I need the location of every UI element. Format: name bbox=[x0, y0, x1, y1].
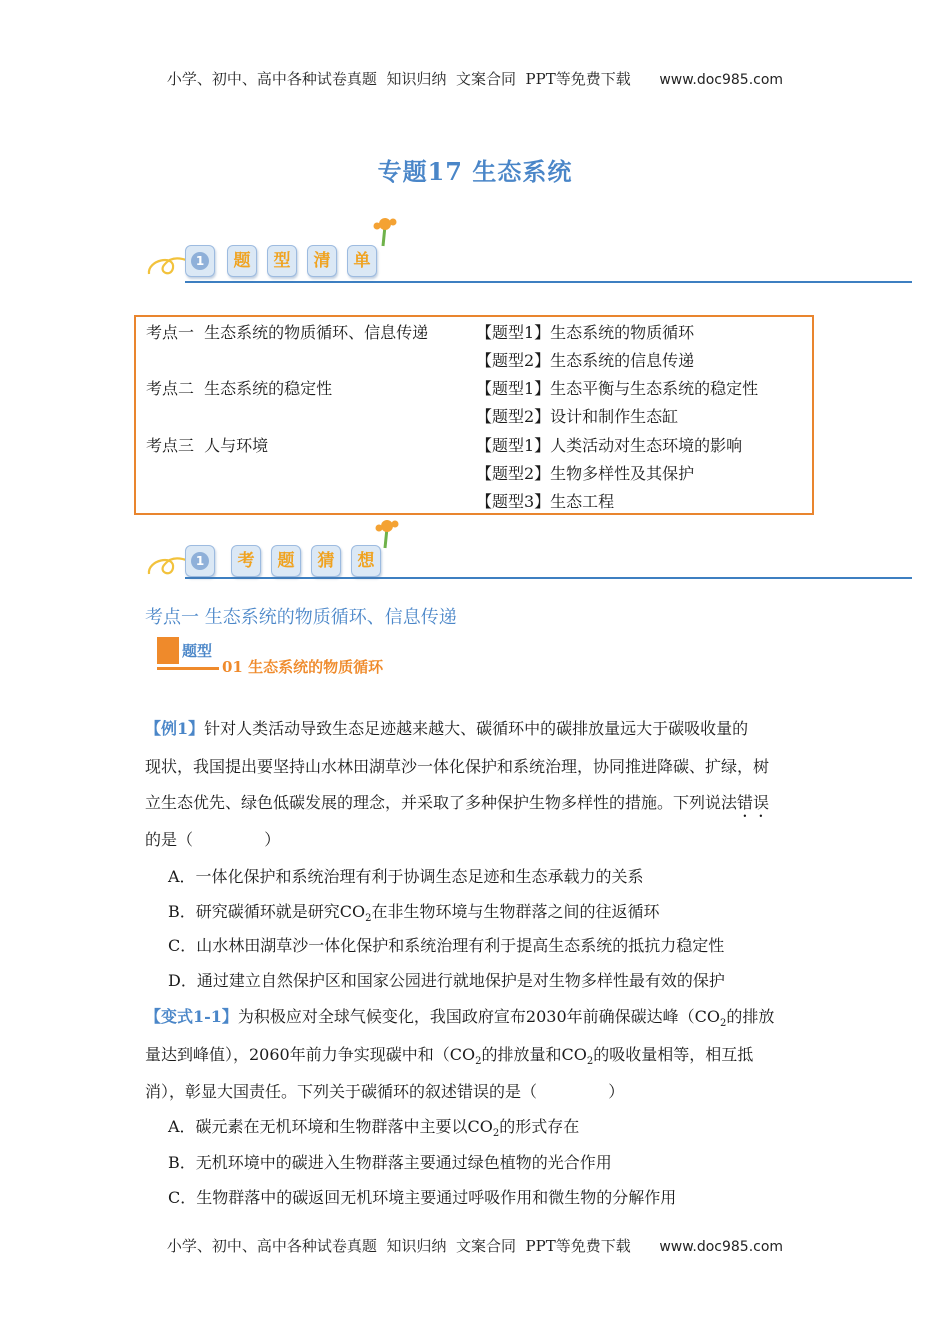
banner-char-chip: 型 bbox=[267, 245, 297, 277]
banner-number-chip: 1 bbox=[185, 545, 215, 577]
example-1-option-b: B．研究碳循环就是研究$CO_2$在非生物环境与生物群落之间的往返循环 bbox=[168, 902, 660, 925]
page-footer bbox=[0, 1235, 950, 1256]
tixing-3-2: 【题型2】生物多样性及其保护 bbox=[476, 464, 695, 483]
kaodian-1: 考点一 生态系统的物质循环、信息传递 bbox=[146, 323, 429, 342]
variant-1-1-option-b: B．无机环境中的碳进入生物群落主要通过绿色植物的光合作用 bbox=[168, 1153, 612, 1172]
footer-text: 小学、初中、高中各种试卷真题 知识归纳 文案合同 PPT等免费下载 bbox=[166, 1237, 631, 1255]
tixing-1-1: 【题型1】生态系统的物质循环 bbox=[476, 323, 695, 342]
variant-1-1-option-a: A．碳元素在无机环境和生物群落中主要以$CO_2$的形式存在 bbox=[168, 1117, 580, 1140]
variant-tag: 【变式1-1】 bbox=[145, 1007, 238, 1026]
banner-char-chip: 清 bbox=[307, 245, 337, 277]
example-1-line-2: 现状，我国提出要坚持山水林田湖草沙一体化保护和系统治理，协同推进降碳、扩绿，树 bbox=[145, 757, 770, 776]
tixing-1-2: 【题型2】生态系统的信息传递 bbox=[476, 351, 695, 370]
tixing-2-2: 【题型2】设计和制作生态缸 bbox=[476, 407, 679, 426]
pencil-flower-icon bbox=[371, 212, 401, 252]
section-heading: 考点一 生态系统的物质循环、信息传递 bbox=[145, 607, 457, 628]
banner-char-chip: 题 bbox=[271, 545, 301, 577]
variant-1-1-option-c: C．生物群落中的碳返回无机环境主要通过呼吸作用和微生物的分解作用 bbox=[168, 1188, 677, 1207]
tixing-underline bbox=[157, 667, 219, 670]
banner-char-chip: 猜 bbox=[311, 545, 341, 577]
banner-tixing-qingdan bbox=[145, 212, 915, 282]
example-1-line-3: 立生态优先、绿色低碳发展的理念，并采取了多种保护生物多样性的措施。下列说法错误 bbox=[145, 793, 770, 812]
variant-1-1-line-3: 消），彰显大国责任。下列关于碳循环的叙述错误的是（ ） bbox=[145, 1082, 625, 1101]
example-1-option-a: A．一体化保护和系统治理有利于协调生态足迹和生态承载力的关系 bbox=[168, 867, 644, 886]
example-1-line-1: 【例1】针对人类活动导致生态足迹越来越大、碳循环中的碳排放量远大于碳吸收量的 bbox=[145, 719, 749, 738]
header-text: 小学、初中、高中各种试卷真题 知识归纳 文案合同 PPT等免费下载 bbox=[166, 70, 631, 88]
variant-1-1-line-2: 量达到峰值），2060年前力争实现碳中和（$CO_2$的排放量和$CO_2$的吸收量相等，相互抵 bbox=[145, 1045, 754, 1068]
example-1-option-d: D．通过建立自然保护区和国家公园进行就地保护是对生物多样性最有效的保护 bbox=[168, 971, 725, 990]
tixing-label: 题型 bbox=[182, 642, 213, 660]
banner-char-chip: 想 bbox=[351, 545, 381, 577]
kaodian-3: 考点三 人与环境 bbox=[146, 436, 269, 455]
example-tag: 【例1】 bbox=[145, 719, 205, 738]
example-1-line-4: 的是（ ） bbox=[145, 830, 281, 849]
banner-number-chip: 1 bbox=[185, 245, 215, 277]
banner-rule bbox=[185, 577, 912, 579]
page-title: 专题17 生态系统 bbox=[377, 157, 573, 186]
tixing-3-1: 【题型1】人类活动对生态环境的影响 bbox=[476, 436, 743, 455]
tixing-title: 01 生态系统的物质循环 bbox=[222, 658, 384, 676]
page-header bbox=[0, 68, 950, 89]
pencil-flower-icon bbox=[373, 514, 403, 554]
banner-char-chip: 单 bbox=[347, 245, 377, 277]
footer-site-link[interactable]: www.doc985.com bbox=[659, 1239, 784, 1255]
tixing-2-1: 【题型1】生态平衡与生态系统的稳定性 bbox=[476, 379, 759, 398]
tixing-3-3: 【题型3】生态工程 bbox=[476, 492, 615, 511]
header-site-link[interactable]: www.doc985.com bbox=[659, 72, 784, 88]
banner-rule bbox=[185, 281, 912, 283]
kaodian-2: 考点二 生态系统的稳定性 bbox=[146, 379, 333, 398]
banner-char-chip: 题 bbox=[227, 245, 257, 277]
emphasis-cuowu: 错误 bbox=[737, 793, 770, 812]
banner-char-chip: 考 bbox=[231, 545, 261, 577]
topic-list-box bbox=[134, 315, 814, 515]
variant-1-1-line-1: 【变式1-1】为积极应对全球气候变化，我国政府宣布2030年前确保碳达峰（$CO_2$的排放 bbox=[145, 1007, 775, 1030]
banner-kaoti-caixiang bbox=[145, 512, 915, 582]
example-1-option-c: C．山水林田湖草沙一体化保护和系统治理有利于提高生态系统的抵抗力稳定性 bbox=[168, 936, 725, 955]
tixing-marker-block bbox=[157, 637, 179, 664]
